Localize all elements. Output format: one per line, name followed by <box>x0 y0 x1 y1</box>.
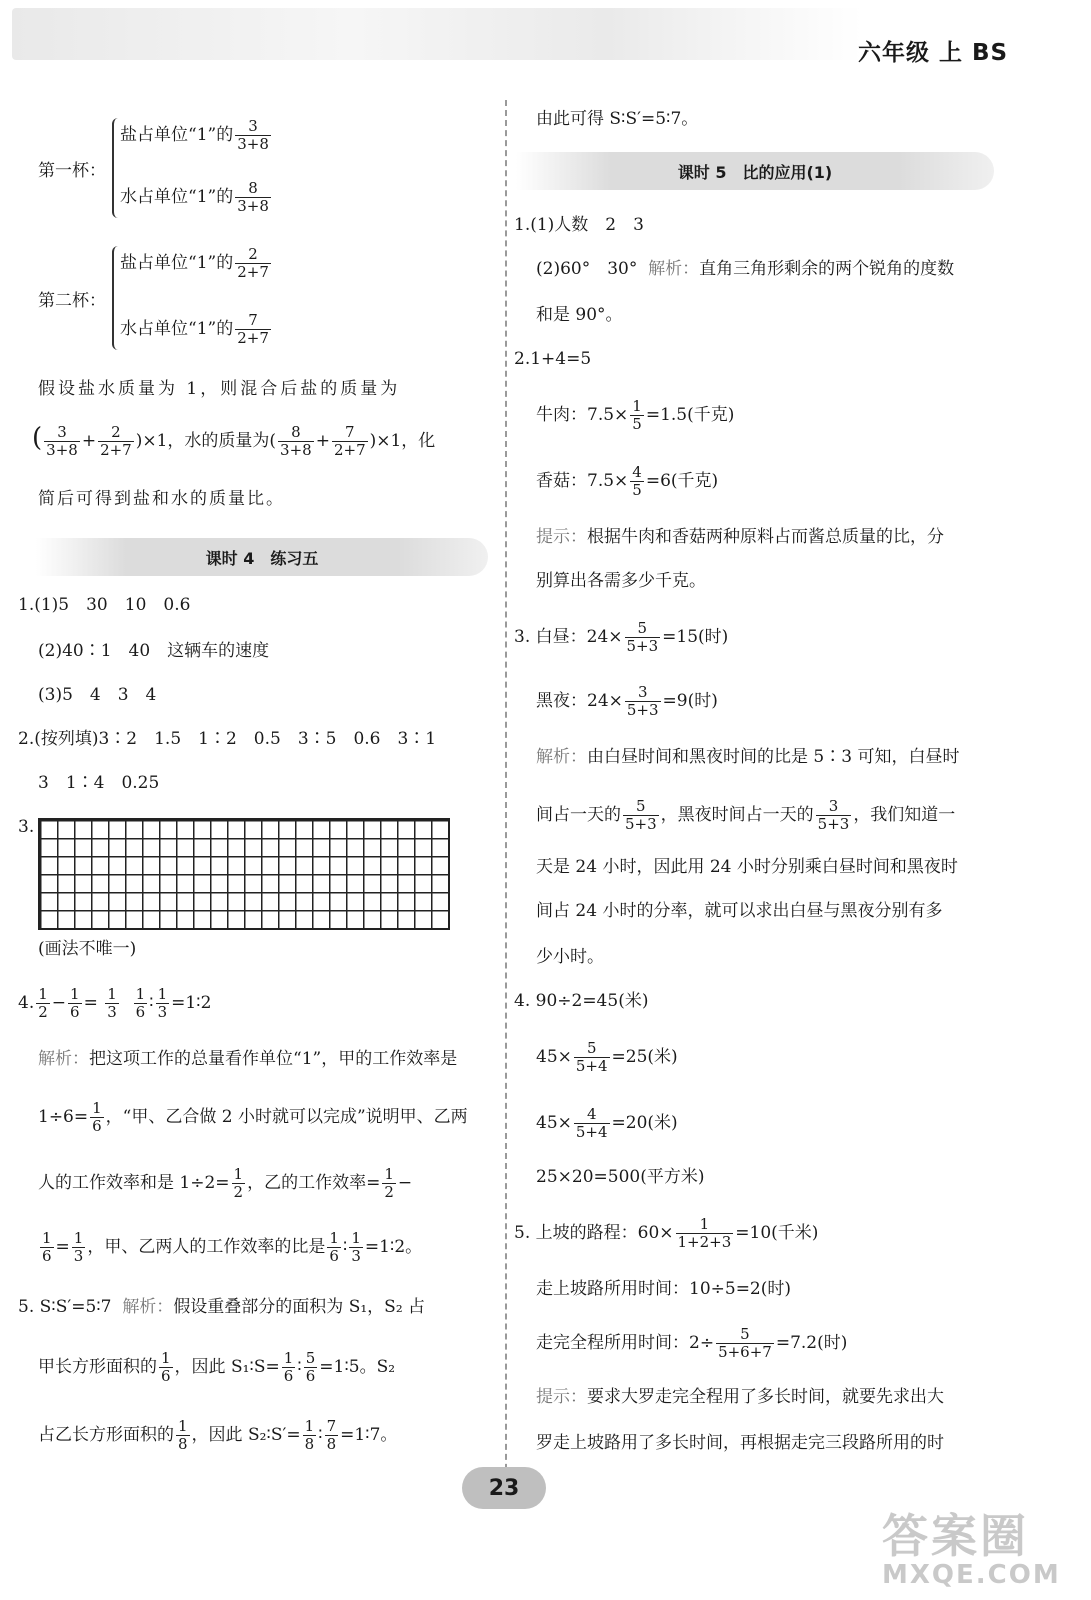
watermark-logo: 答案圈 <box>882 1509 1029 1563</box>
r4-line4: 25×20=500(平方米) <box>536 1167 705 1187</box>
q3-note: (画法不唯一) <box>38 939 137 959</box>
r3-explain2: 间占一天的 $\frac{5}{5+3}$ ，黑夜时间占一天的 $\frac{3}{5+3}$ ，我们知道一 <box>536 797 956 833</box>
q1-part1: 1.(1)5 30 10 0.6 <box>18 595 191 615</box>
fraction: $\frac{2}{2+7}$ <box>237 245 269 281</box>
q5-line1: 5. S∶S′=5∶7 解析：假设重叠部分的面积为 S₁，S₂ 占 <box>18 1297 426 1317</box>
r3-night: 黑夜：24× $\frac{3}{5+3}$ =9(时) <box>536 683 718 719</box>
r5-line1: 5. 上坡的路程：60× $\frac{1}{1+2+3}$ =10(千米) <box>514 1215 819 1251</box>
right-conclusion: 由此可得 S∶S′=5∶7。 <box>536 109 699 129</box>
lesson5-title: 课时 5 比的应用(1) <box>516 152 994 190</box>
q4-explain2: 1÷6= $\frac{1}{6}$ ，“甲、乙合做 2 小时就可以完成”说明甲、乙两 <box>38 1099 468 1135</box>
para-formula: ( $\frac{3}{3+8}$ + $\frac{2}{2+7}$ )×1，水的质量为( $\frac{8}{3+8}$ + $\frac{7}{2+7}$ )×1，化 <box>32 423 436 459</box>
r5-tip1: 提示：要求大罗走完全程用了多长时间，就要先求出大 <box>536 1387 944 1407</box>
q2-line1: 2.(按列填)3∶2 1.5 1∶2 0.5 3∶5 0.6 3∶1 <box>18 729 437 749</box>
para-simplify: 简后可得到盐和水的质量比。 <box>38 489 285 509</box>
header-band <box>12 8 862 60</box>
r3-explain3: 天是 24 小时，因此用 24 小时分别乘白昼时间和黑夜时 <box>536 857 958 877</box>
r1-part3: 和是 90°。 <box>536 305 623 325</box>
r2-mushroom: 香菇：7.5× $\frac{4}{5}$ =6(千克) <box>536 463 719 499</box>
r2-beef: 牛肉：7.5× $\frac{1}{5}$ =1.5(千克) <box>536 397 735 433</box>
cup2-water-line: 水占单位“1”的 $\frac{7}{2+7}$ <box>120 311 269 347</box>
q4-explain4: $\frac{1}{6}$ = $\frac{1}{3}$ ，甲、乙两人的工作效率的比是 $\frac{1}{6}$ ∶ $\frac{1}{3}$ =1∶2。 <box>42 1229 423 1265</box>
q4-equation: 4. $\frac{1}{2}$ − $\frac{1}{6}$ = $\frac{1}{3}$ $\frac{1}{6}$ ∶ $\frac{1}{3}$ =1∶2 <box>18 985 212 1021</box>
r3-explain5: 少小时。 <box>536 947 604 967</box>
cup1-water-line: 水占单位“1”的 $\frac{8}{3+8}$ <box>120 179 269 215</box>
para-assume: 假设盐水质量为 1，则混合后盐的质量为 <box>38 379 401 399</box>
q2-line2: 3 1∶4 0.25 <box>38 773 160 793</box>
q3-number: 3. <box>18 817 35 837</box>
cup1-salt-line: 盐占单位“1”的 $\frac{3}{3+8}$ <box>120 117 269 153</box>
q5-line2: 甲长方形面积的 $\frac{1}{6}$ ，因此 S₁∶S= $\frac{1}{6}$ ∶ $\frac{5}{6}$ =1∶5。S₂ <box>38 1349 396 1385</box>
r2-tip2: 别算出各需多少千克。 <box>536 571 706 591</box>
page-number: 23 <box>462 1467 546 1509</box>
cup2-salt-line: 盐占单位“1”的 $\frac{2}{2+7}$ <box>120 245 269 281</box>
r5-line2: 走上坡路所用时间：10÷5=2(时) <box>536 1279 792 1299</box>
r1-part1: 1.(1)人数 2 3 <box>514 215 644 235</box>
r3-explain1: 解析：由白昼时间和黑夜时间的比是 5∶3 可知，白昼时 <box>536 747 960 767</box>
grade-label: 六年级 上 BS <box>858 40 1009 66</box>
q5-line3: 占乙长方形面积的 $\frac{1}{8}$ ，因此 S₂∶S′= $\frac{1}{8}$ ∶ $\frac{7}{8}$ =1∶7。 <box>38 1417 398 1453</box>
r3-day: 3. 白昼：24× $\frac{5}{5+3}$ =15(时) <box>514 619 729 655</box>
r2-line1: 2.1+4=5 <box>514 349 592 369</box>
q4-explain1: 解析：把这项工作的总量看作单位“1”，甲的工作效率是 <box>38 1049 458 1069</box>
r4-line1: 4. 90÷2=45(米) <box>514 991 649 1011</box>
r5-tip2: 罗走上坡路用了多长时间，再根据走完三段路所用的时 <box>536 1433 944 1453</box>
r3-explain4: 间占 24 小时的分率，就可以求出白昼与黑夜分别有多 <box>536 901 943 921</box>
r4-line3: 45× $\frac{4}{5+4}$ =20(米) <box>536 1105 678 1141</box>
r1-part2: (2)60° 30° 解析：直角三角形剩余的两个锐角的度数 <box>536 259 955 279</box>
cup1-label: 第一杯： <box>38 161 106 181</box>
q1-part3: (3)5 4 3 4 <box>38 685 157 705</box>
r4-line2: 45× $\frac{5}{5+4}$ =25(米) <box>536 1039 678 1075</box>
q3-drawing-grid <box>38 818 450 930</box>
column-divider <box>505 100 507 1500</box>
lesson4-title: 课时 4 练习五 <box>36 538 488 576</box>
r5-line3: 走完全程所用时间：2÷ $\frac{5}{5+6+7}$ =7.2(时) <box>536 1325 848 1361</box>
fraction: $\frac{8}{3+8}$ <box>237 179 269 215</box>
watermark-url: MXQE.COM <box>882 1560 1061 1590</box>
cup2-label: 第二杯： <box>38 291 106 311</box>
r2-tip1: 提示：根据牛肉和香菇两种原料占而酱总质量的比，分 <box>536 527 944 547</box>
fraction: $\frac{3}{3+8}$ <box>237 117 269 153</box>
fraction: $\frac{7}{2+7}$ <box>237 311 269 347</box>
watermark <box>882 1500 1061 1590</box>
q4-explain3: 人的工作效率和是 1÷2= $\frac{1}{2}$ ，乙的工作效率= $\frac{1}{2}$ − <box>38 1165 413 1201</box>
q1-part2: (2)40∶1 40 这辆车的速度 <box>38 641 270 661</box>
